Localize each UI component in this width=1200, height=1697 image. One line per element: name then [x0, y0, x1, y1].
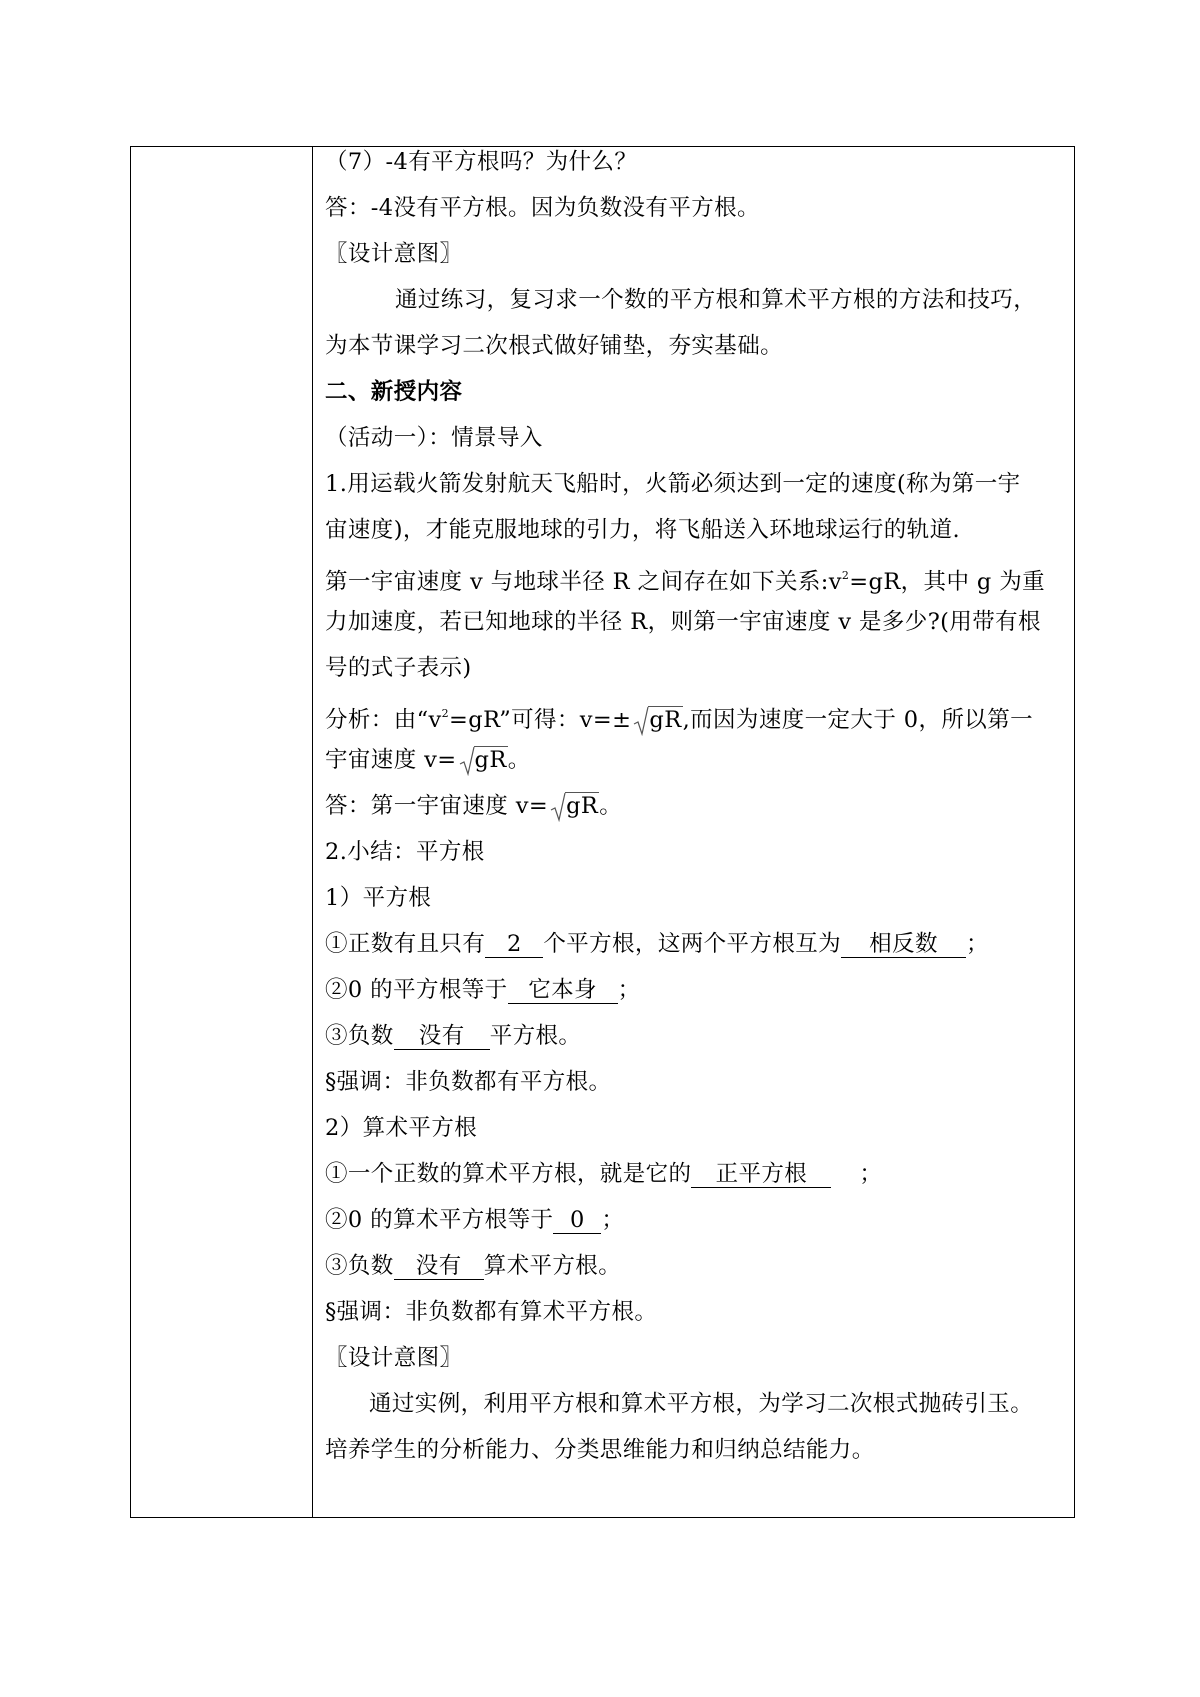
arithmetic-root-point-3: ③负数 没有 算术平方根。	[325, 1253, 622, 1279]
arithmetic-root-point-2: ②0 的算术平方根等于 0 ；	[325, 1207, 625, 1233]
problem-text-5: 号的式子表示)	[325, 655, 472, 681]
design-intent-heading: 〖设计意图〗	[325, 241, 463, 267]
fill-blank: 没有	[394, 1023, 490, 1050]
fill-blank: 它本身	[508, 977, 618, 1004]
arithmetic-square-root-heading: 2）算术平方根	[325, 1115, 478, 1141]
answer-first-cosmic-velocity: 答：第一宇宙速度 v= gR。	[325, 793, 623, 819]
square-root-heading: 1）平方根	[325, 885, 432, 911]
radical-gR: gR	[633, 705, 682, 735]
arithmetic-root-point-1: ①一个正数的算术平方根，就是它的 正平方根 ；	[325, 1161, 883, 1187]
lesson-table	[130, 146, 1075, 1518]
radical-gR: gR	[550, 791, 599, 821]
square-root-emphasis: §强调：非负数都有平方根。	[325, 1069, 612, 1095]
content-cell	[313, 147, 1074, 1517]
left-column-cell	[131, 147, 313, 1517]
section-heading-new-content: 二、新授内容	[325, 379, 463, 405]
square-root-point-2: ②0 的平方根等于 它本身 ；	[325, 977, 641, 1003]
design-intent-text-1: 通过练习，复习求一个数的平方根和算术平方根的方法和技巧，	[395, 287, 1037, 313]
problem-text-2: 宙速度)，才能克服地球的引力，将飞船送入环地球运行的轨道.	[325, 517, 961, 543]
design-intent-text-4: 培养学生的分析能力、分类思维能力和归纳总结能力。	[325, 1437, 875, 1463]
fill-blank: 0	[553, 1207, 601, 1234]
fill-blank: 正平方根	[691, 1161, 831, 1188]
radical-gR: gR	[459, 745, 508, 775]
summary-heading: 2.小结：平方根	[325, 839, 485, 865]
question-7: （7）-4有平方根吗？为什么？	[325, 149, 638, 175]
answer-7: 答：-4没有平方根。因为负数没有平方根。	[325, 195, 760, 221]
problem-text-4: 力加速度，若已知地球的半径 R，则第一宇宙速度 v 是多少?(用带有根	[325, 609, 1041, 635]
arithmetic-root-emphasis: §强调：非负数都有算术平方根。	[325, 1299, 658, 1325]
problem-text-1: 1.用运载火箭发射航天飞船时，火箭必须达到一定的速度(称为第一宇	[325, 471, 1021, 497]
problem-text-3: 第一宇宙速度 v 与地球半径 R 之间存在如下关系$:v^2=gR$，其中 g 为重	[325, 569, 1046, 595]
square-root-point-1: ①正数有且只有 2 个平方根，这两个平方根互为 相反数 ；	[325, 931, 989, 957]
fill-blank: 没有	[394, 1253, 484, 1280]
fill-blank: 2	[485, 931, 543, 958]
square-root-point-3: ③负数 没有 平方根。	[325, 1023, 582, 1049]
design-intent-heading-2: 〖设计意图〗	[325, 1345, 463, 1371]
analysis-text-2: 宇宙速度 v= gR。	[325, 747, 531, 773]
design-intent-text-3: 通过实例，利用平方根和算术平方根，为学习二次根式抛砖引玉。	[369, 1391, 1034, 1417]
design-intent-text-2: 为本节课学习二次根式做好铺垫，夯实基础。	[325, 333, 784, 359]
analysis-text-1: 分析：由“$v^2=gR$”可得：v=± gR,而因为速度一定大于 0，所以第一	[325, 707, 1033, 733]
fill-blank: 相反数	[841, 931, 966, 958]
activity-1-heading: （活动一）：情景导入	[325, 425, 543, 451]
